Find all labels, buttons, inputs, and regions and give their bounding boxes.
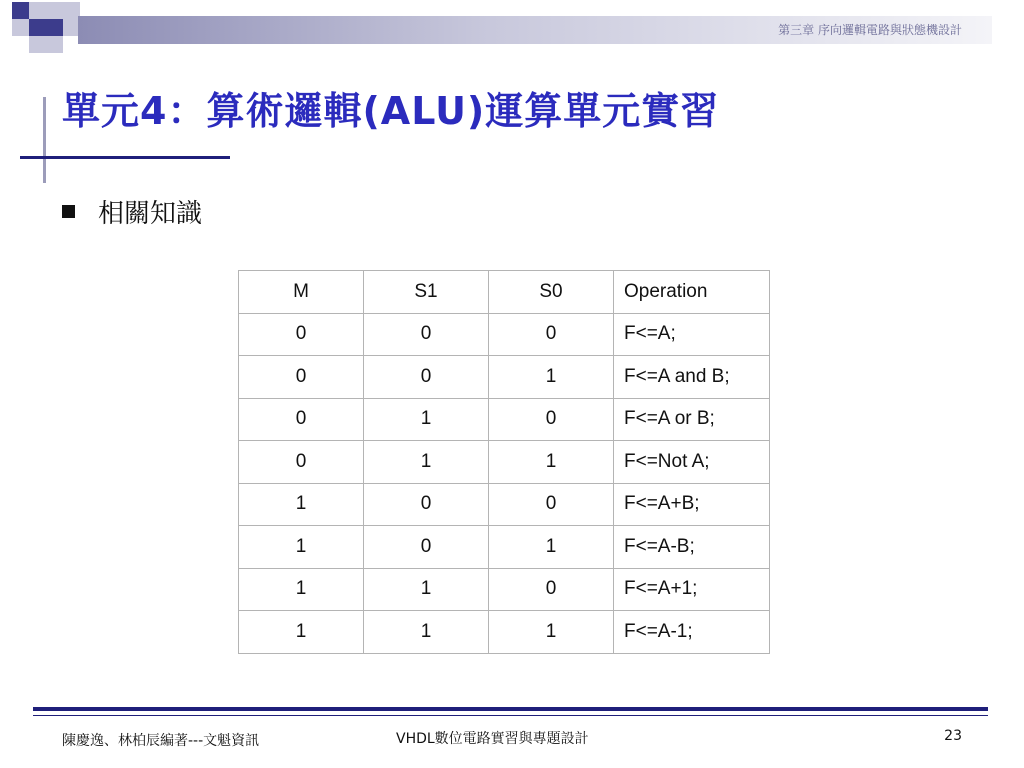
footer-divider — [33, 715, 988, 716]
title-decor-vertical-line — [43, 97, 46, 183]
decor-square — [46, 36, 63, 53]
table-cell: 1 — [489, 611, 614, 654]
table-cell: F<=Not A; — [614, 441, 770, 484]
table-cell: 0 — [489, 483, 614, 526]
title-decor-horizontal-line — [20, 156, 230, 159]
table-cell: 0 — [364, 356, 489, 399]
table-cell: F<=A-B; — [614, 526, 770, 569]
table-cell: F<=A and B; — [614, 356, 770, 399]
table-row — [239, 398, 770, 441]
decor-square — [46, 19, 63, 36]
decor-square — [29, 19, 46, 36]
table-row — [239, 611, 770, 654]
table-cell: F<=A-1; — [614, 611, 770, 654]
table-cell: 1 — [364, 568, 489, 611]
bullet-square-icon — [62, 205, 75, 218]
table-cell: 0 — [489, 568, 614, 611]
footer-divider — [33, 707, 988, 711]
decor-square — [29, 36, 46, 53]
table-cell: 0 — [239, 398, 364, 441]
table-row — [239, 441, 770, 484]
table-cell: 1 — [364, 441, 489, 484]
table-header-cell: S1 — [364, 271, 489, 314]
table-cell: 0 — [239, 313, 364, 356]
alu-operation-table — [238, 270, 770, 654]
table-cell: 1 — [489, 526, 614, 569]
table-cell: 0 — [364, 483, 489, 526]
chapter-label: 第三章 序向邏輯電路與狀態機設計 — [778, 23, 962, 37]
table-cell: 1 — [239, 568, 364, 611]
slide-title: 單元4：算術邏輯(ALU)運算單元實習 — [62, 89, 720, 133]
table-row — [239, 356, 770, 399]
table-cell: 0 — [364, 313, 489, 356]
table-cell: F<=A; — [614, 313, 770, 356]
table-header-cell: M — [239, 271, 364, 314]
table-cell: F<=A or B; — [614, 398, 770, 441]
table-cell: 0 — [239, 441, 364, 484]
table-header-cell: S0 — [489, 271, 614, 314]
page-number: 23 — [944, 728, 962, 744]
table-cell: 1 — [239, 526, 364, 569]
bullet-text: 相關知識 — [98, 199, 203, 229]
decor-square — [29, 2, 46, 19]
table-cell: 1 — [239, 483, 364, 526]
table-cell: 0 — [489, 313, 614, 356]
footer-authors: 陳慶逸、林柏辰編著---文魁資訊 — [62, 733, 260, 749]
table-row — [239, 313, 770, 356]
table-cell: 1 — [364, 611, 489, 654]
table-header-row — [239, 271, 770, 314]
table-cell: F<=A+1; — [614, 568, 770, 611]
table-cell: 1 — [489, 441, 614, 484]
table-cell: 1 — [489, 356, 614, 399]
table-cell: F<=A+B; — [614, 483, 770, 526]
table-row — [239, 526, 770, 569]
decor-square — [12, 2, 29, 19]
table-cell: 0 — [239, 356, 364, 399]
table-cell: 1 — [364, 398, 489, 441]
decor-square — [46, 2, 63, 19]
table-cell: 0 — [489, 398, 614, 441]
table-cell: 0 — [364, 526, 489, 569]
table-cell: 1 — [239, 611, 364, 654]
bullet-item — [62, 193, 202, 230]
decor-square — [12, 19, 29, 36]
footer-book-title: VHDL數位電路實習與專題設計 — [396, 731, 589, 747]
table-row — [239, 483, 770, 526]
table-header-cell: Operation — [614, 271, 770, 314]
table-row — [239, 568, 770, 611]
